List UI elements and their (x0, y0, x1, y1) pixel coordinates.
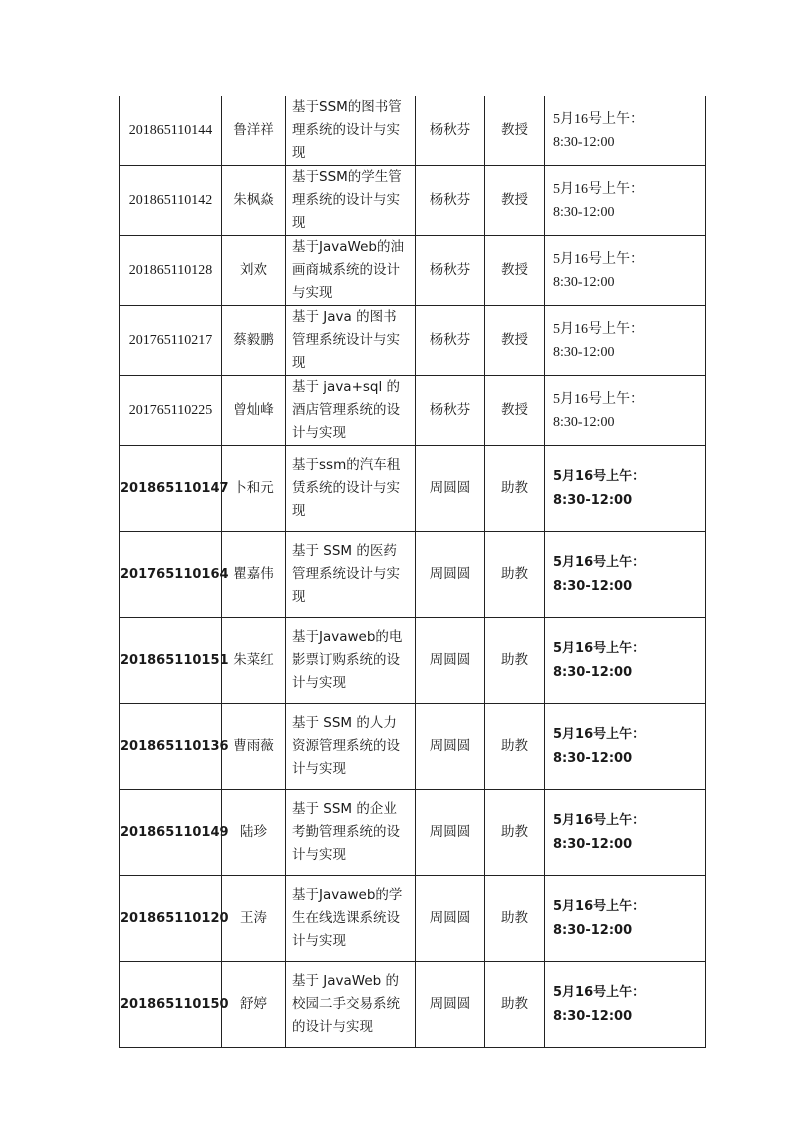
table-row (120, 96, 706, 166)
advisor-rank: 教授 (485, 166, 545, 236)
student-name: 陆珍 (222, 790, 286, 876)
student-id: 201865110144 (120, 96, 222, 166)
thesis-title: 基于ssm的汽车租赁系统的设计与实现 (292, 457, 401, 519)
advisor-rank: 助教 (485, 876, 545, 962)
table-row (120, 166, 706, 236)
student-name: 卜和元 (222, 446, 286, 532)
thesis-title: 基于 SSM 的人力资源管理系统的设计与实现 (292, 715, 400, 777)
student-name: 朱菜红 (222, 618, 286, 704)
defense-date: 5月16号上午： (553, 181, 644, 197)
student-id: 201865110128 (120, 236, 222, 306)
defense-hours: 8:30-12:00 (553, 204, 615, 220)
defense-time (545, 790, 706, 876)
thesis-title: 基于SSM的图书管理系统的设计与实现 (292, 99, 402, 161)
advisor-name: 杨秋芬 (416, 306, 485, 376)
table-row (120, 790, 706, 876)
defense-date: 5月16号上午： (553, 554, 646, 570)
thesis-title: 基于SSM的学生管理系统的设计与实现 (292, 169, 402, 231)
thesis-defense-table (119, 96, 706, 1048)
advisor-rank: 教授 (485, 236, 545, 306)
defense-hours: 8:30-12:00 (553, 664, 633, 680)
thesis-title: 基于Javaweb的电影票订购系统的设计与实现 (292, 629, 403, 691)
defense-time (545, 306, 706, 376)
thesis-title: 基于 SSM 的医药管理系统设计与实现 (292, 543, 400, 605)
table-row (120, 962, 706, 1048)
table-row (120, 876, 706, 962)
student-id: 201865110151 (120, 618, 222, 704)
student-id: 201865110149 (120, 790, 222, 876)
table-row (120, 306, 706, 376)
advisor-name: 周圆圆 (416, 446, 485, 532)
table-row (120, 446, 706, 532)
student-name: 瞿嘉伟 (222, 532, 286, 618)
advisor-name: 周圆圆 (416, 532, 485, 618)
thesis-title: 基于 java+sql 的酒店管理系统的设计与实现 (292, 379, 401, 441)
student-id: 201765110225 (120, 376, 222, 446)
table-row (120, 704, 706, 790)
student-id: 201865110136 (120, 704, 222, 790)
defense-date: 5月16号上午： (553, 898, 646, 914)
thesis-title: 基于 Java 的图书管理系统设计与实现 (292, 309, 400, 371)
defense-hours: 8:30-12:00 (553, 414, 615, 430)
advisor-rank: 助教 (485, 704, 545, 790)
student-name: 曾灿峰 (222, 376, 286, 446)
advisor-name: 周圆圆 (416, 704, 485, 790)
advisor-rank: 助教 (485, 790, 545, 876)
defense-time (545, 704, 706, 790)
defense-date: 5月16号上午： (553, 726, 646, 742)
student-id: 201765110217 (120, 306, 222, 376)
advisor-name: 周圆圆 (416, 618, 485, 704)
defense-date: 5月16号上午： (553, 321, 644, 337)
thesis-title: 基于 JavaWeb 的校园二手交易系统的设计与实现 (292, 973, 400, 1035)
defense-time (545, 166, 706, 236)
defense-time (545, 532, 706, 618)
student-id: 201865110147 (120, 446, 222, 532)
defense-hours: 8:30-12:00 (553, 274, 615, 290)
advisor-name: 杨秋芬 (416, 376, 485, 446)
table-row (120, 236, 706, 306)
defense-time (545, 236, 706, 306)
student-name: 蔡毅鹏 (222, 306, 286, 376)
student-name: 舒婷 (222, 962, 286, 1048)
advisor-name: 周圆圆 (416, 962, 485, 1048)
defense-time (545, 876, 706, 962)
student-name: 朱枫焱 (222, 166, 286, 236)
defense-time (545, 96, 706, 166)
advisor-name: 杨秋芬 (416, 96, 485, 166)
advisor-name: 杨秋芬 (416, 166, 485, 236)
advisor-rank: 教授 (485, 96, 545, 166)
table-row (120, 618, 706, 704)
thesis-title: 基于Javaweb的学生在线选课系统设计与实现 (292, 887, 403, 949)
defense-hours: 8:30-12:00 (553, 492, 633, 508)
student-id: 201865110150 (120, 962, 222, 1048)
table-row (120, 376, 706, 446)
defense-hours: 8:30-12:00 (553, 578, 633, 594)
student-name: 鲁洋祥 (222, 96, 286, 166)
defense-date: 5月16号上午： (553, 640, 646, 656)
defense-hours: 8:30-12:00 (553, 922, 633, 938)
advisor-rank: 助教 (485, 532, 545, 618)
defense-date: 5月16号上午： (553, 391, 644, 407)
defense-date: 5月16号上午： (553, 111, 644, 127)
table-row (120, 532, 706, 618)
thesis-title: 基于 SSM 的企业考勤管理系统的设计与实现 (292, 801, 400, 863)
defense-hours: 8:30-12:00 (553, 750, 633, 766)
advisor-rank: 助教 (485, 962, 545, 1048)
defense-time (545, 446, 706, 532)
defense-time (545, 962, 706, 1048)
defense-hours: 8:30-12:00 (553, 836, 633, 852)
advisor-rank: 助教 (485, 446, 545, 532)
student-id: 201765110164 (120, 532, 222, 618)
defense-hours: 8:30-12:00 (553, 344, 615, 360)
defense-date: 5月16号上午： (553, 984, 646, 1000)
defense-hours: 8:30-12:00 (553, 1008, 633, 1024)
student-id: 201865110120 (120, 876, 222, 962)
student-name: 曹雨薇 (222, 704, 286, 790)
defense-date: 5月16号上午： (553, 468, 646, 484)
defense-time (545, 618, 706, 704)
advisor-name: 周圆圆 (416, 876, 485, 962)
advisor-name: 杨秋芬 (416, 236, 485, 306)
thesis-title: 基于JavaWeb的油画商城系统的设计与实现 (292, 239, 404, 301)
student-name: 刘欢 (222, 236, 286, 306)
advisor-rank: 助教 (485, 618, 545, 704)
advisor-rank: 教授 (485, 376, 545, 446)
defense-time (545, 376, 706, 446)
advisor-name: 周圆圆 (416, 790, 485, 876)
advisor-rank: 教授 (485, 306, 545, 376)
student-id: 201865110142 (120, 166, 222, 236)
defense-date: 5月16号上午： (553, 251, 644, 267)
defense-date: 5月16号上午： (553, 812, 646, 828)
student-name: 王涛 (222, 876, 286, 962)
defense-hours: 8:30-12:00 (553, 134, 615, 150)
